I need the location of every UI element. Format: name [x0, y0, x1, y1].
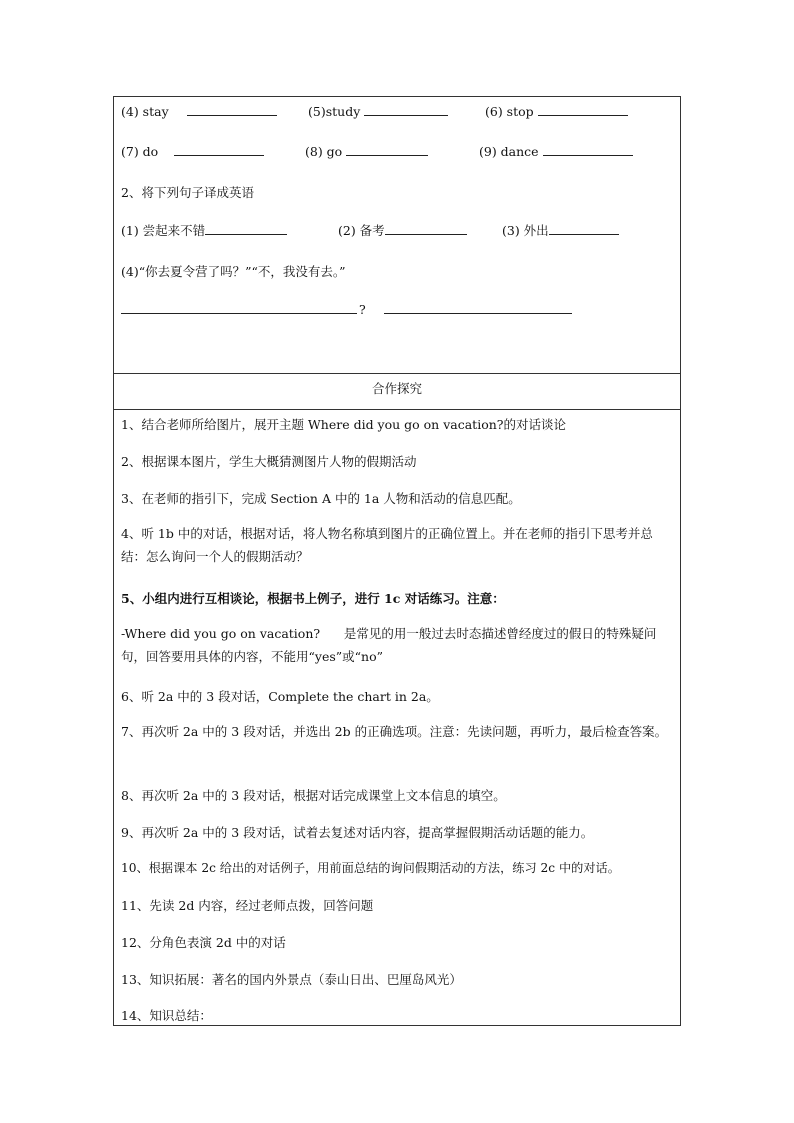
- answer-blank[interactable]: [549, 222, 619, 235]
- step-2: 2、根据课本图片，学生大概猜测图片人物的假期活动: [121, 454, 417, 469]
- answer-blank[interactable]: [121, 301, 357, 314]
- exercise2-heading: 2、将下列句子译成英语: [121, 185, 254, 200]
- translate-answer-line: ?: [121, 301, 572, 317]
- word-item-do: (7) do: [121, 143, 264, 159]
- step-6: 6、听 2a 中的 3 段对话，Complete the chart in 2a。: [121, 689, 439, 704]
- step-8: 8、再次听 2a 中的 3 段对话，根据对话完成课堂上文本信息的填空。: [121, 788, 506, 803]
- answer-blank[interactable]: [364, 103, 448, 116]
- step-14: 14、知识总结：: [121, 1008, 212, 1023]
- answer-blank[interactable]: [187, 103, 277, 116]
- word-item-stay: (4) stay: [121, 103, 277, 119]
- answer-blank[interactable]: [205, 222, 287, 235]
- translate-item-3: (3) 外出: [502, 221, 619, 239]
- section-title: 合作探究: [371, 381, 422, 396]
- answer-blank[interactable]: [174, 143, 264, 156]
- step-13: 13、知识拓展：著名的国内外景点（泰山日出、巴厘岛风光）: [121, 972, 462, 987]
- translate-item-1: (1) 尝起来不错: [121, 221, 287, 239]
- step-4: 4、听 1b 中的对话，根据对话，将人物名称填到图片的正确位置上。并在老师的指引下思考并总结：怎么询问一个人的假期活动？: [121, 526, 653, 564]
- step-3: 3、在老师的指引下，完成 Section A 中的 1a 人物和活动的信息匹配。: [121, 491, 521, 506]
- answer-blank[interactable]: [346, 143, 428, 156]
- step-5: 5、小组内进行互相谈论，根据书上例子，进行 1c 对话练习。注意：: [121, 591, 505, 606]
- translate-item-4: (4)“你去夏令营了吗？”“不，我没有去。”: [121, 264, 346, 279]
- answer-blank[interactable]: [538, 103, 628, 116]
- step-11: 11、先读 2d 内容，经过老师点拨，回答问题: [121, 898, 374, 913]
- answer-blank[interactable]: [384, 301, 572, 314]
- word-item-study: (5)study: [308, 103, 448, 119]
- worksheet-table: [113, 96, 681, 1026]
- step-9: 9、再次听 2a 中的 3 段对话，试着去复述对话内容，提高掌握假期活动话题的能力。: [121, 825, 594, 840]
- step-5-note: -Where did you go on vacation? 是常见的用一般过去时态描述曾经度过的假日的特殊疑问句，回答要用具体的内容，不能用“yes”或“no”: [121, 626, 657, 664]
- step-10: 10、根据课本 2c 给出的对话例子，用前面总结的询问假期活动的方法，练习 2c 中的对话。: [121, 861, 620, 875]
- answer-blank[interactable]: [543, 143, 633, 156]
- step-12: 12、分角色表演 2d 中的对话: [121, 935, 286, 950]
- word-item-go: (8) go: [305, 143, 428, 159]
- word-item-stop: (6) stop: [485, 103, 628, 119]
- word-item-dance: (9) dance: [479, 143, 633, 159]
- table-divider: [114, 373, 680, 374]
- translate-item-2: (2) 备考: [338, 221, 467, 239]
- table-divider: [114, 409, 680, 410]
- step-7: 7、再次听 2a 中的 3 段对话，并选出 2b 的正确选项。注意：先读问题，再听力，最后检查答案。: [121, 724, 668, 739]
- answer-blank[interactable]: [385, 222, 467, 235]
- step-1: 1、结合老师所给图片，展开主题 Where did you go on vacation?的对话谈论: [121, 417, 566, 432]
